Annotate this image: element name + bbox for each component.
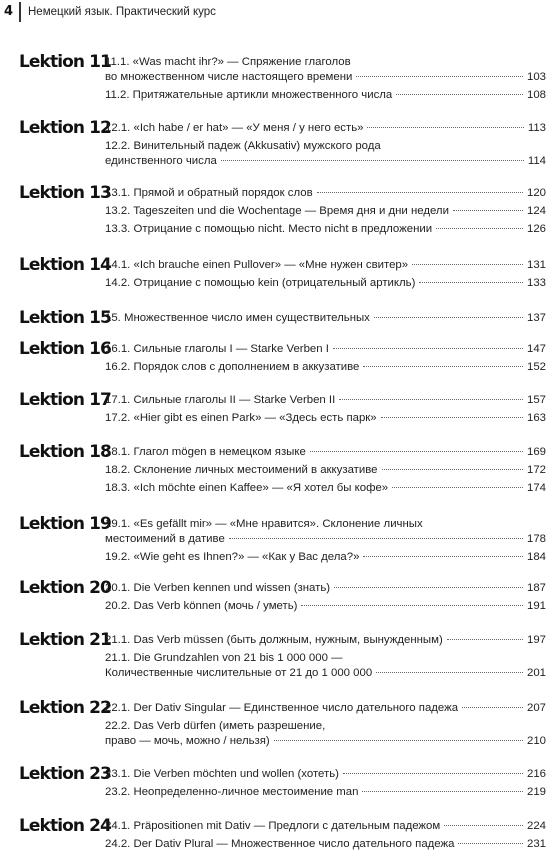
toc-entry[interactable]	[105, 360, 546, 375]
entry-last-line	[105, 342, 546, 357]
toc-entry[interactable]	[105, 837, 546, 852]
toc-entry[interactable]	[105, 411, 546, 426]
toc-entry[interactable]	[105, 785, 546, 800]
toc-entry[interactable]	[105, 445, 546, 460]
toc-entry[interactable]	[105, 55, 546, 85]
dot-leader	[436, 228, 523, 229]
toc-entry[interactable]	[105, 121, 546, 136]
entry-title-line: 21.1. Das Verb müssen (быть должным, нужным, вынужденным)	[105, 634, 443, 646]
entry-page-number: 174	[526, 482, 546, 494]
toc-entry[interactable]	[105, 550, 546, 565]
entry-title-line: 13.2. Tageszeiten und die Wochentage — Время дня и дни недели	[105, 205, 449, 217]
lesson-title: Lektion 11	[19, 52, 111, 72]
toc-entry[interactable]	[105, 139, 546, 169]
entry-title-line: 15. Множественное число имен существительных	[105, 312, 370, 324]
dot-leader	[362, 791, 523, 792]
lesson-entries	[105, 55, 546, 106]
entry-last-line	[105, 88, 546, 103]
entry-last-line	[105, 186, 546, 201]
entry-page-number: 207	[526, 702, 546, 714]
entry-last-line	[105, 701, 546, 716]
entry-page-number: 184	[526, 551, 546, 563]
lesson-title: Lektion 12	[19, 118, 111, 138]
entry-title-line: 19.1. «Es gefällt mir» — «Мне нравится». Склонение личных	[105, 518, 423, 530]
entry-title-line: 14.2. Отрицание с помощью kein (отрицательный артикль)	[105, 277, 416, 289]
entry-title-line: 16.1. Сильные глаголы I — Starke Verben I	[105, 343, 329, 355]
entry-page-number: 201	[526, 667, 546, 679]
entry-title-line: во множественном числе настоящего времени	[105, 71, 353, 83]
lesson-entries	[105, 701, 546, 752]
entry-last-line	[105, 581, 546, 596]
dot-leader	[356, 76, 523, 77]
entry-page-number: 131	[526, 259, 546, 271]
entry-last-line	[105, 411, 546, 426]
lesson-title: Lektion 18	[19, 442, 111, 462]
entry-last-line	[105, 550, 546, 565]
dot-leader	[419, 282, 523, 283]
toc-entry[interactable]	[105, 701, 546, 716]
dot-leader	[453, 210, 523, 211]
entry-page-number: 113	[527, 122, 546, 134]
dot-leader	[334, 587, 523, 588]
entry-page-number: 157	[526, 394, 546, 406]
toc-entry[interactable]	[105, 186, 546, 201]
entry-title-line: единственного числа	[105, 155, 217, 167]
entry-title-line: 11.2. Притяжательные артикли множественного числа	[105, 89, 393, 101]
toc-entry[interactable]	[105, 651, 546, 681]
dot-leader	[343, 773, 523, 774]
toc-entry[interactable]	[105, 222, 546, 237]
toc-entry[interactable]	[105, 581, 546, 596]
entry-title-line: 22.2. Das Verb dürfen (иметь разрешение,	[105, 720, 326, 732]
toc-entry[interactable]	[105, 311, 546, 326]
lesson-entries	[105, 186, 546, 240]
entry-last-line	[105, 633, 546, 648]
lesson-entries	[105, 121, 546, 172]
lesson-entries	[105, 517, 546, 568]
dot-leader	[458, 843, 523, 844]
page-header	[0, 0, 555, 24]
toc-entry[interactable]	[105, 819, 546, 834]
lesson-title: Lektion 20	[19, 578, 111, 598]
lesson-entries	[105, 819, 546, 855]
lesson-entries	[105, 258, 546, 294]
entry-page-number: 114	[527, 155, 546, 167]
dot-leader	[412, 264, 523, 265]
entry-last-line	[105, 463, 546, 478]
entry-page-number: 103	[526, 71, 546, 83]
dot-leader	[363, 366, 523, 367]
dot-leader	[444, 825, 523, 826]
toc-entry[interactable]	[105, 258, 546, 273]
entry-title-line: местоимений в дативе	[105, 533, 225, 545]
entry-page-number: 120	[526, 187, 546, 199]
entry-title-line: 24.2. Der Dativ Plural — Множественное число дательного падежа	[105, 838, 455, 850]
entry-title-line: 20.1. Die Verben kennen und wissen (знать)	[105, 582, 331, 594]
entry-title-line: 11.1. «Was macht ihr?» — Спряжение глаголов	[105, 56, 351, 68]
entry-title-line: 13.1. Прямой и обратный порядок слов	[105, 187, 313, 199]
entry-page-number: 197	[526, 634, 546, 646]
lesson-title: Lektion 17	[19, 390, 111, 410]
entry-last-line	[105, 258, 546, 273]
page-number: 4	[4, 4, 14, 19]
toc-entry[interactable]	[105, 88, 546, 103]
lesson-entries	[105, 342, 546, 378]
toc-entry[interactable]	[105, 463, 546, 478]
entry-last-line	[105, 360, 546, 375]
entry-page-number: 126	[526, 223, 546, 235]
entry-last-line	[105, 445, 546, 460]
entry-title-line: 22.1. Der Dativ Singular — Единственное число дательного падежа	[105, 702, 459, 714]
toc-entry[interactable]	[105, 204, 546, 219]
dot-leader	[392, 487, 523, 488]
entry-page-number: 172	[526, 464, 546, 476]
lesson-title: Lektion 13	[19, 183, 111, 203]
entry-page-number: 224	[526, 820, 546, 832]
entry-page-number: 133	[526, 277, 546, 289]
entry-title-line: 20.2. Das Verb können (мочь / уметь)	[105, 600, 298, 612]
lesson-entries	[105, 393, 546, 429]
dot-leader	[382, 469, 523, 470]
toc-entry[interactable]	[105, 517, 546, 547]
toc-entry[interactable]	[105, 393, 546, 408]
dot-leader	[339, 399, 523, 400]
entry-last-line	[105, 393, 546, 408]
lesson-title: Lektion 15	[19, 308, 111, 328]
entry-page-number: 169	[526, 446, 546, 458]
entry-title-line: 19.2. «Wie geht es Ihnen?» — «Как у Вас дела?»	[105, 551, 360, 563]
dot-leader	[310, 451, 523, 452]
dot-leader	[396, 94, 523, 95]
entry-page-number: 219	[526, 786, 546, 798]
entry-title-line: 17.1. Сильные глаголы II — Starke Verben II	[105, 394, 336, 406]
entry-last-line	[105, 204, 546, 219]
lesson-title: Lektion 23	[19, 764, 111, 784]
toc-entry[interactable]	[105, 719, 546, 749]
entry-last-line	[105, 154, 546, 169]
entry-last-line	[105, 734, 546, 749]
entry-title-line: 12.1. «Ich habe / er hat» — «У меня / у него есть»	[105, 122, 364, 134]
entry-page-number: 152	[526, 361, 546, 373]
entry-last-line	[105, 481, 546, 496]
entry-page-number: 124	[526, 205, 546, 217]
dot-leader	[462, 707, 523, 708]
toc-entry[interactable]	[105, 481, 546, 496]
dot-leader	[301, 605, 523, 606]
entry-last-line	[105, 666, 546, 681]
dot-leader	[447, 639, 523, 640]
entry-title-line: право — мочь, можно / нельзя)	[105, 735, 270, 747]
toc-entry[interactable]	[105, 767, 546, 782]
entry-page-number: 108	[526, 89, 546, 101]
entry-last-line	[105, 785, 546, 800]
lesson-title: Lektion 22	[19, 698, 111, 718]
dot-leader	[333, 348, 523, 349]
entry-title-line: 14.1. «Ich brauche einen Pullover» — «Мне нужен свитер»	[105, 259, 409, 271]
entry-title-line: 16.2. Порядок слов с дополнением в аккузативе	[105, 361, 360, 373]
entry-title-line: 21.1. Die Grundzahlen von 21 bis 1 000 000 —	[105, 652, 343, 664]
dot-leader	[317, 192, 523, 193]
lesson-title: Lektion 21	[19, 630, 111, 650]
lesson-entries	[105, 767, 546, 803]
entry-title-line: 13.3. Отрицание с помощью nicht. Место nicht в предложении	[105, 223, 433, 235]
entry-last-line	[105, 819, 546, 834]
entry-last-line	[105, 276, 546, 291]
dot-leader	[367, 127, 523, 128]
running-title: Немецкий язык. Практический курс	[28, 6, 216, 18]
entry-page-number: 210	[526, 735, 546, 747]
entry-last-line	[105, 767, 546, 782]
lesson-title: Lektion 24	[19, 816, 111, 836]
lesson-title: Lektion 14	[19, 255, 111, 275]
entry-last-line	[105, 837, 546, 852]
entry-title-line: 24.1. Präpositionen mit Dativ — Предлоги с дательным падежом	[105, 820, 441, 832]
header-divider	[19, 2, 21, 22]
lesson-entries	[105, 633, 546, 684]
dot-leader	[274, 740, 523, 741]
dot-leader	[221, 160, 524, 161]
entry-page-number: 187	[526, 582, 546, 594]
entry-title-line: 17.2. «Hier gibt es einen Park» — «Здесь есть парк»	[105, 412, 377, 424]
entry-last-line	[105, 121, 546, 136]
entry-page-number: 216	[526, 768, 546, 780]
toc-entry[interactable]	[105, 633, 546, 648]
entry-page-number: 163	[526, 412, 546, 424]
dot-leader	[363, 556, 523, 557]
dot-leader	[229, 538, 523, 539]
entry-title-line: Количественные числительные от 21 до 1 000 000	[105, 667, 373, 679]
lesson-entries	[105, 311, 546, 329]
lesson-title: Lektion 16	[19, 339, 111, 359]
lesson-entries	[105, 445, 546, 499]
entry-title-line: 23.1. Die Verben möchten und wollen (хотеть)	[105, 768, 339, 780]
entry-page-number: 178	[526, 533, 546, 545]
entry-page-number: 147	[526, 343, 546, 355]
entry-page-number: 231	[526, 838, 546, 850]
entry-title-line: 12.2. Винительный падеж (Akkusativ) мужского рода	[105, 140, 381, 152]
entry-last-line	[105, 599, 546, 614]
entry-title-line: 18.1. Глагол mögen в немецком языке	[105, 446, 306, 458]
dot-leader	[381, 417, 523, 418]
toc-entry[interactable]	[105, 276, 546, 291]
entry-last-line	[105, 70, 546, 85]
entry-page-number: 137	[526, 312, 546, 324]
entry-last-line	[105, 532, 546, 547]
entry-title-line: 23.2. Неопределенно-личное местоимение man	[105, 786, 359, 798]
lesson-title: Lektion 19	[19, 514, 111, 534]
lesson-entries	[105, 581, 546, 617]
dot-leader	[374, 317, 523, 318]
entry-title-line: 18.2. Склонение личных местоимений в аккузативе	[105, 464, 378, 476]
toc-entry[interactable]	[105, 342, 546, 357]
dot-leader	[376, 672, 523, 673]
entry-last-line	[105, 311, 546, 326]
entry-page-number: 191	[526, 600, 546, 612]
entry-title-line: 18.3. «Ich möchte einen Kaffee» — «Я хотел бы кофе»	[105, 482, 389, 494]
entry-last-line	[105, 222, 546, 237]
toc-entry[interactable]	[105, 599, 546, 614]
